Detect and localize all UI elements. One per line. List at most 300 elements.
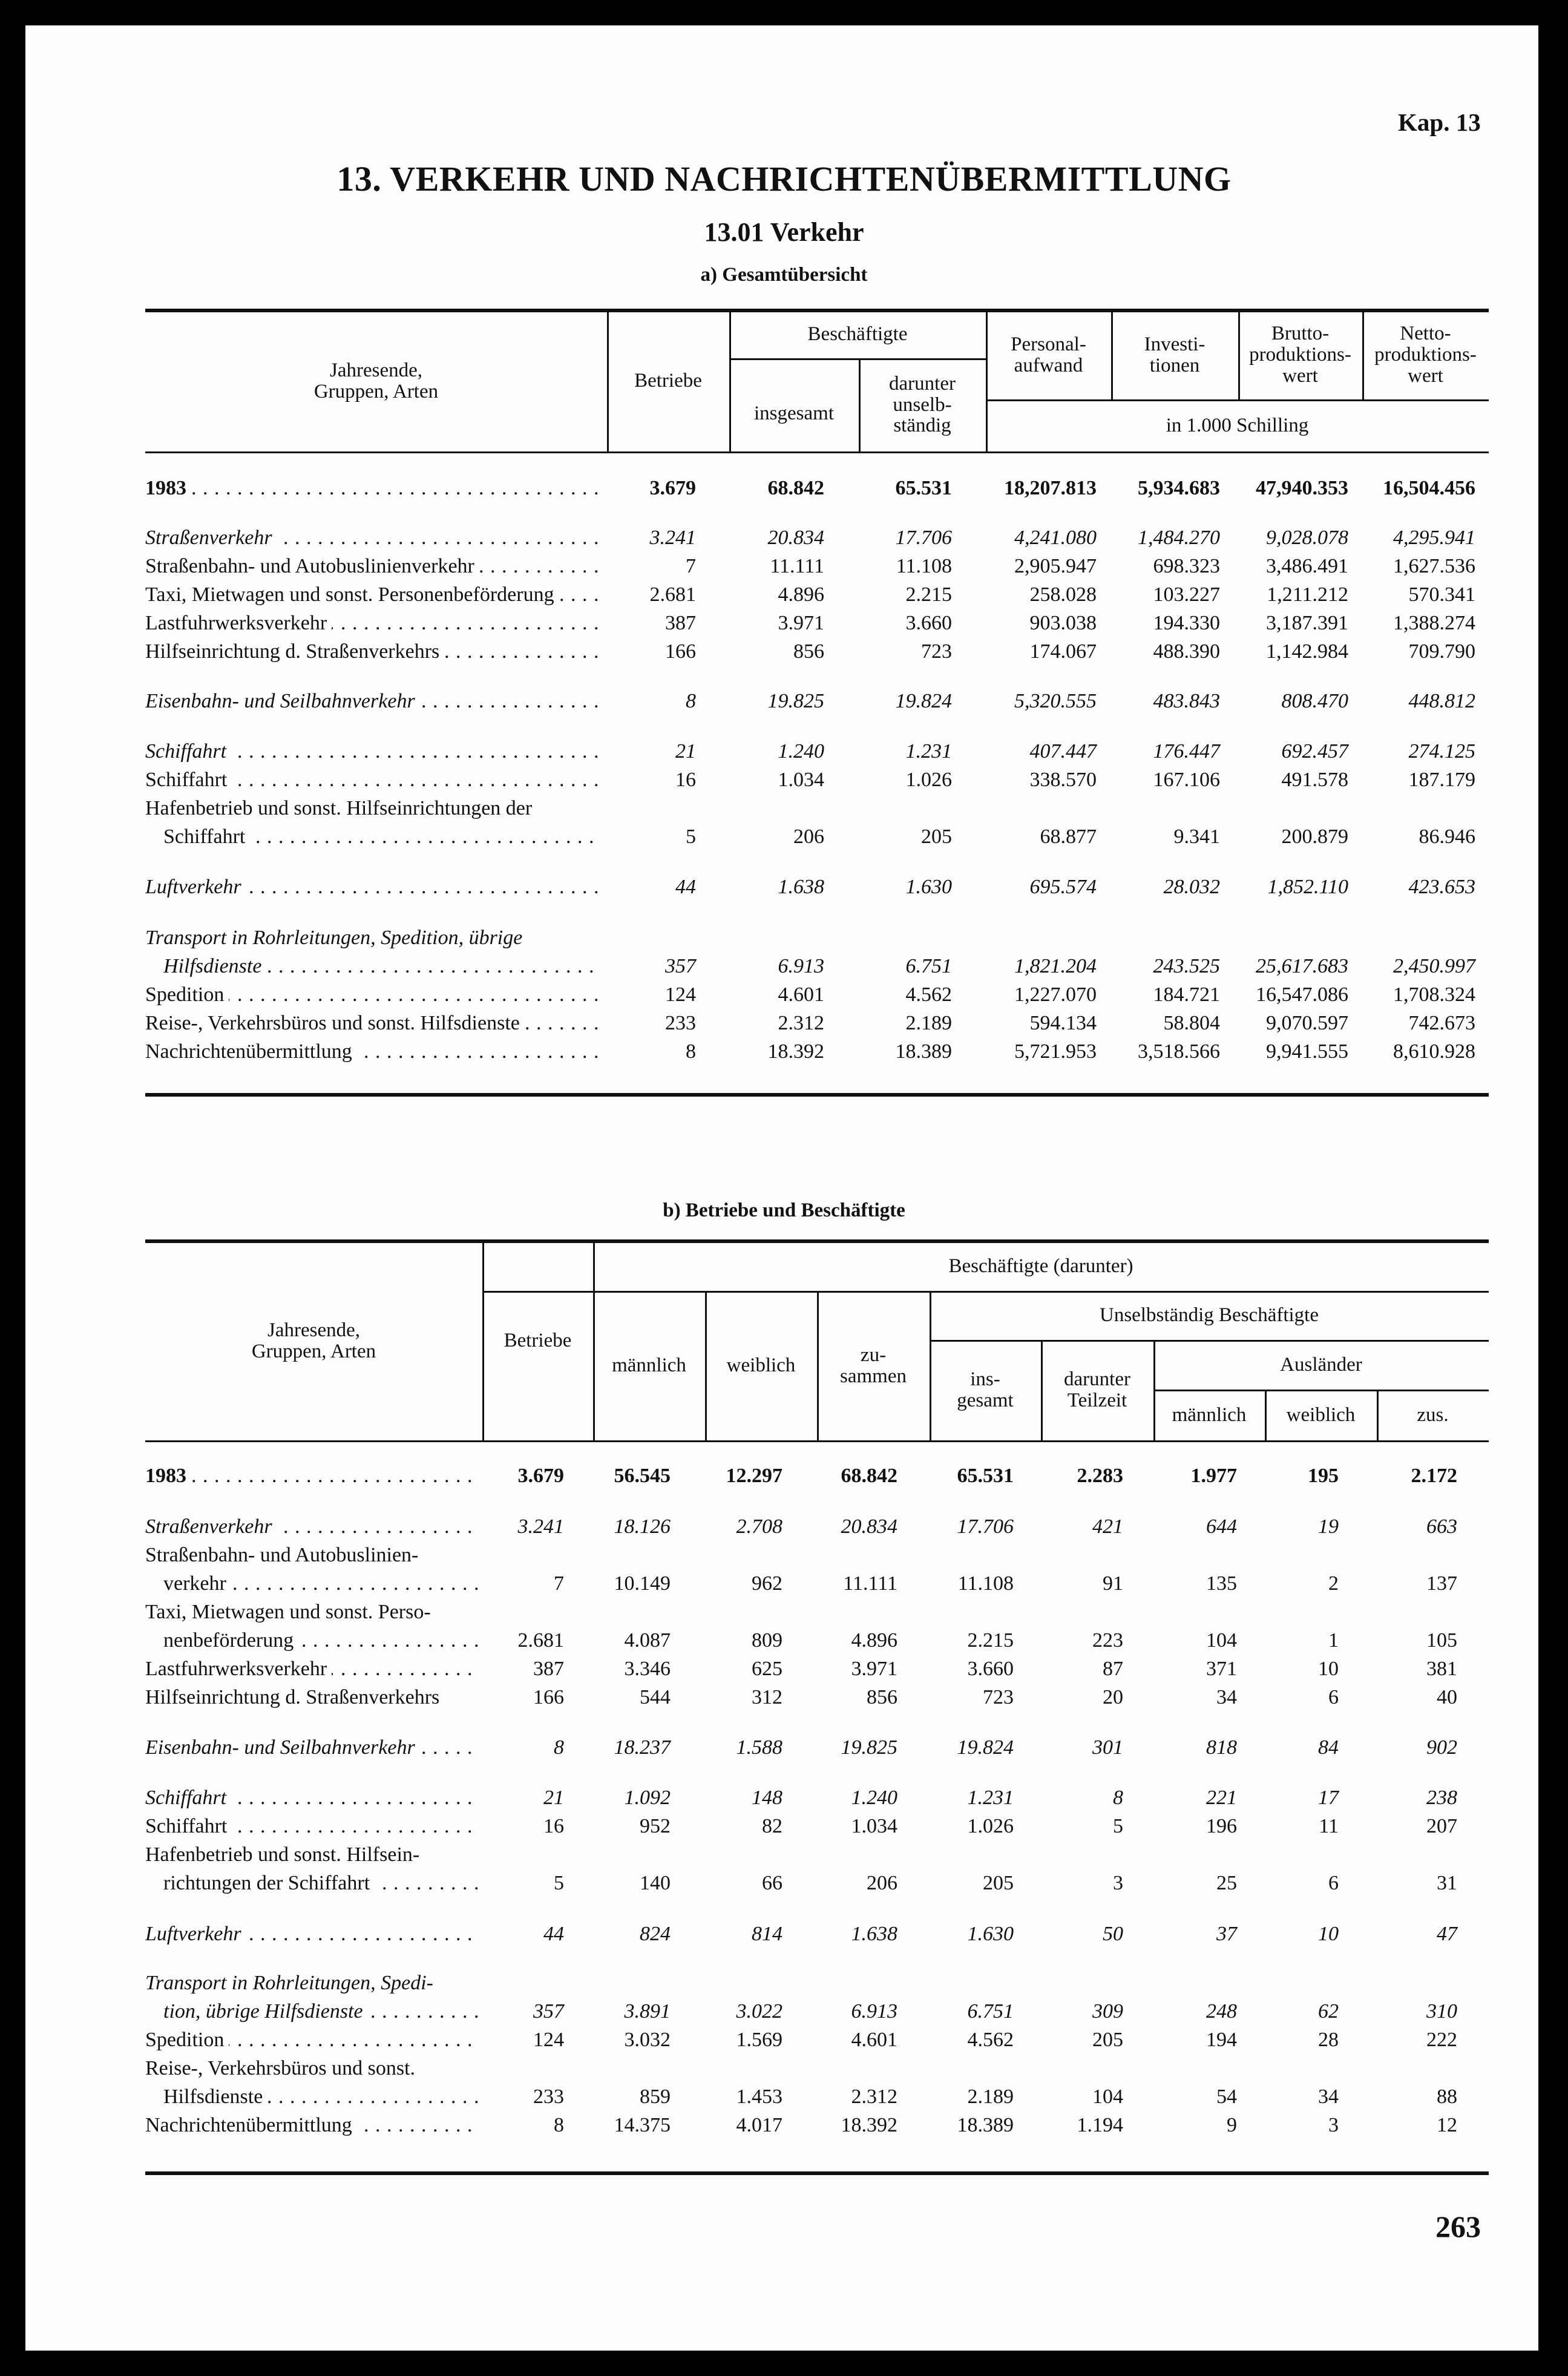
- table-a-bottom-rule: [145, 1093, 1489, 1097]
- table-cell: 3.679: [649, 477, 696, 499]
- table-cell: 18.237: [614, 1736, 671, 1759]
- table-row: [0, 2055, 1568, 2082]
- row-label: [145, 2112, 479, 2139]
- table-cell: 274.125: [1408, 740, 1475, 763]
- table-a-header-brutto: Brutto- produktions- wert: [1249, 323, 1351, 387]
- table-cell: 4.601: [778, 983, 824, 1006]
- table-cell: 2.708: [736, 1515, 782, 1538]
- table-cell: 692.457: [1281, 740, 1348, 763]
- table-row: [0, 981, 1568, 1009]
- table-cell: 50: [1103, 1923, 1123, 1945]
- table-cell: 47: [1437, 1923, 1457, 1945]
- table-a-header-betriebe: Betriebe: [634, 370, 702, 392]
- row-label: [145, 474, 599, 502]
- table-cell: 11.108: [957, 1572, 1014, 1595]
- row-label-text: Lastfuhrwerksverkehr: [145, 612, 332, 634]
- table-cell: 34: [1318, 2086, 1339, 2108]
- table-cell: 814: [752, 1923, 782, 1945]
- table-cell: 9,028.078: [1266, 527, 1348, 549]
- table-row: [0, 1998, 1568, 2026]
- table-cell: 4.017: [736, 2114, 782, 2136]
- table-a-header-unit: in 1.000 Schilling: [1166, 414, 1309, 436]
- row-label-text: Straßenverkehr: [145, 1515, 277, 1538]
- table-cell: 2: [1328, 1572, 1339, 1595]
- table-row: [0, 1841, 1568, 1869]
- table-row: [0, 1869, 1568, 1897]
- row-label-text: Transport in Rohrleitungen, Spedition, übrige: [145, 927, 527, 949]
- table-cell: 87: [1103, 1658, 1123, 1680]
- table-cell: 86.946: [1419, 825, 1475, 848]
- table-cell: 2.681: [517, 1629, 564, 1652]
- table-cell: 357: [533, 2000, 564, 2023]
- table-cell: 6.751: [967, 2000, 1014, 2023]
- table-cell: 10: [1318, 1658, 1339, 1680]
- table-cell: 381: [1426, 1658, 1457, 1680]
- table-b-header-unselbst: Unselbständig Beschäftigte: [1099, 1304, 1319, 1327]
- row-label-text: Straßenbahn- und Autobuslinien-: [145, 1544, 423, 1566]
- row-label: [145, 2055, 479, 2082]
- table-cell: 124: [665, 983, 696, 1006]
- table-cell: 818: [1206, 1736, 1237, 1759]
- table-cell: 28.032: [1163, 876, 1220, 898]
- row-label-text: nenbeförderung: [163, 1629, 298, 1652]
- table-a-header-netto: Netto- produktions- wert: [1374, 323, 1477, 387]
- table-cell: 103.227: [1153, 583, 1220, 606]
- table-cell: 19.825: [767, 690, 824, 712]
- table-cell: 19.824: [957, 1736, 1014, 1759]
- row-label-text: Straßenbahn- und Autobuslinienverkehr: [145, 555, 479, 577]
- row-label: [145, 1513, 479, 1541]
- table-cell: 723: [983, 1686, 1014, 1708]
- row-label: [145, 1920, 479, 1948]
- table-row: [0, 1627, 1568, 1655]
- table-cell: 104: [1206, 1629, 1237, 1652]
- table-row: [0, 823, 1568, 851]
- table-cell: 5,934.683: [1138, 477, 1220, 499]
- table-cell: 902: [1426, 1736, 1457, 1759]
- table-cell: 18.392: [767, 1040, 824, 1063]
- table-cell: 6: [1328, 1686, 1339, 1708]
- table-cell: 2.215: [967, 1629, 1014, 1652]
- row-label-text: Nachrichtenübermittlung: [145, 2114, 357, 2136]
- table-cell: 1,142.984: [1266, 640, 1348, 663]
- table-cell: 17: [1318, 1787, 1339, 1809]
- table-cell: 3,518.566: [1138, 1040, 1220, 1063]
- section-b-title: b) Betriebe und Beschäftigte: [663, 1199, 905, 1221]
- row-label: [163, 1998, 479, 2026]
- table-cell: 2,905.947: [1014, 555, 1097, 577]
- table-cell: 6: [1328, 1872, 1339, 1894]
- table-cell: 4.087: [624, 1629, 671, 1652]
- table-cell: 1.026: [967, 1815, 1014, 1837]
- table-cell: 859: [640, 2086, 671, 2108]
- table-a-header-group: Jahresende, Gruppen, Arten: [313, 359, 439, 402]
- table-cell: 31: [1437, 1872, 1457, 1894]
- table-cell: 856: [793, 640, 824, 663]
- table-row: [0, 1684, 1568, 1711]
- table-cell: 1: [1328, 1629, 1339, 1652]
- table-cell: 205: [1092, 2029, 1123, 2051]
- table-cell: 4.601: [851, 2029, 897, 2051]
- row-label: [145, 553, 599, 580]
- table-cell: 196: [1206, 1815, 1237, 1837]
- table-cell: 3.660: [967, 1658, 1014, 1680]
- row-label-text: Hafenbetrieb und sonst. Hilfsein-: [145, 1843, 424, 1866]
- table-cell: 8: [1113, 1787, 1123, 1809]
- row-label: [145, 1541, 479, 1569]
- table-cell: 2.283: [1077, 1465, 1123, 1487]
- table-cell: 17.706: [895, 527, 952, 549]
- table-cell: 11.108: [896, 555, 952, 577]
- table-row: [0, 1570, 1568, 1598]
- table-cell: 856: [867, 1686, 897, 1708]
- table-cell: 1.240: [851, 1787, 897, 1809]
- row-label-text: Hilfseinrichtung d. Straßenverkehrs: [145, 1686, 444, 1708]
- table-cell: 8: [554, 2114, 564, 2136]
- table-cell: 11: [1319, 1815, 1339, 1837]
- table-b-header-weiblich: weiblich: [726, 1354, 796, 1377]
- table-cell: 3,187.391: [1266, 612, 1348, 634]
- table-cell: 21: [543, 1787, 564, 1809]
- row-label: [145, 1734, 479, 1762]
- table-cell: 3.660: [905, 612, 952, 634]
- table-cell: 18.392: [841, 2114, 897, 2136]
- table-a-header-invest: Investi- tionen: [1144, 333, 1206, 376]
- table-b-header-betriebe: Betriebe: [504, 1330, 572, 1352]
- table-b-header-a-zus: zus.: [1417, 1403, 1449, 1426]
- row-label-text: Schiffahrt: [163, 825, 250, 848]
- table-row: [0, 2026, 1568, 2054]
- row-label: [145, 1655, 479, 1683]
- table-cell: 4.562: [967, 2029, 1014, 2051]
- table-cell: 625: [752, 1658, 782, 1680]
- table-cell: 187.179: [1408, 769, 1475, 791]
- table-cell: 205: [983, 1872, 1014, 1894]
- table-cell: 194: [1206, 2029, 1237, 2051]
- table-b-header-maennlich: männlich: [612, 1354, 686, 1377]
- row-label-text: Taxi, Mietwagen und sonst. Perso-: [145, 1601, 436, 1623]
- row-label-text: Luftverkehr: [145, 1923, 246, 1945]
- table-cell: 723: [921, 640, 952, 663]
- table-cell: 594.134: [1029, 1012, 1097, 1034]
- row-label: [163, 2083, 479, 2111]
- row-label: [145, 1598, 479, 1626]
- row-label: [145, 581, 599, 609]
- row-label: [145, 2026, 479, 2054]
- table-cell: 7: [686, 555, 696, 577]
- table-cell: 233: [533, 2086, 564, 2108]
- table-row: [0, 1541, 1568, 1569]
- table-cell: 40: [1437, 1686, 1457, 1708]
- row-label: [145, 738, 599, 766]
- table-cell: 2.189: [905, 1012, 952, 1034]
- table-row: [0, 524, 1568, 552]
- table-cell: 9,941.555: [1266, 1040, 1348, 1063]
- table-row: [0, 1734, 1568, 1762]
- table-cell: 18.389: [957, 2114, 1014, 2136]
- table-cell: 8: [686, 690, 696, 712]
- table-row: [0, 1598, 1568, 1626]
- table-cell: 357: [665, 955, 696, 977]
- table-cell: 1.092: [624, 1787, 671, 1809]
- table-row: [0, 953, 1568, 980]
- table-cell: 20.834: [767, 527, 824, 549]
- table-cell: 570.341: [1408, 583, 1475, 606]
- table-cell: 17.706: [957, 1515, 1014, 1538]
- table-cell: 1,708.324: [1393, 983, 1475, 1006]
- row-label: [145, 766, 599, 794]
- table-cell: 238: [1426, 1787, 1457, 1809]
- table-cell: 34: [1216, 1686, 1237, 1708]
- table-b-header-insgesamt: ins- gesamt: [957, 1368, 1014, 1411]
- table-cell: 1.630: [967, 1923, 1014, 1945]
- table-b-header-group: Jahresende, Gruppen, Arten: [251, 1319, 376, 1362]
- table-cell: 124: [533, 2029, 564, 2051]
- table-cell: 19.824: [895, 690, 952, 712]
- row-label: [145, 524, 599, 552]
- row-label-text: richtungen der Schiffahrt: [163, 1872, 375, 1894]
- table-cell: 167.106: [1153, 769, 1220, 791]
- table-cell: 16,547.086: [1256, 983, 1348, 1006]
- section-a-title: a) Gesamtübersicht: [700, 264, 868, 286]
- table-cell: 6.751: [905, 955, 952, 977]
- table-cell: 309: [1092, 2000, 1123, 2023]
- table-cell: 88: [1437, 2086, 1457, 2108]
- table-b-header-auslaender: Ausländer: [1280, 1353, 1362, 1376]
- table-cell: 44: [543, 1923, 564, 1945]
- table-cell: 206: [867, 1872, 897, 1894]
- table-cell: 1.194: [1077, 2114, 1123, 2136]
- table-cell: 5,320.555: [1014, 690, 1097, 712]
- table-cell: 2.215: [905, 583, 952, 606]
- table-cell: 1.453: [736, 2086, 782, 2108]
- table-cell: 66: [762, 1872, 782, 1894]
- table-row: [0, 2112, 1568, 2139]
- table-cell: 18.126: [614, 1515, 671, 1538]
- table-cell: 3.971: [851, 1658, 897, 1680]
- row-label: [163, 1869, 479, 1897]
- row-label-text: 1983: [145, 1465, 191, 1487]
- page-title: 13. VERKEHR UND NACHRICHTENÜBERMITTLUNG: [336, 159, 1232, 199]
- row-label-text: Hafenbetrieb und sonst. Hilfseinrichtungen der: [145, 797, 537, 819]
- table-cell: 1.630: [905, 876, 952, 898]
- table-cell: 19.825: [841, 1736, 897, 1759]
- table-cell: 1.569: [736, 2029, 782, 2051]
- table-cell: 2.189: [967, 2086, 1014, 2108]
- table-cell: 258.028: [1029, 583, 1097, 606]
- table-cell: 11.111: [770, 555, 824, 577]
- table-cell: 62: [1318, 2000, 1339, 2023]
- table-cell: 1.638: [778, 876, 824, 898]
- table-cell: 1,484.270: [1138, 527, 1220, 549]
- table-cell: 903.038: [1029, 612, 1097, 634]
- table-row: [0, 766, 1568, 794]
- row-label: [145, 1813, 479, 1840]
- table-cell: 4.896: [778, 583, 824, 606]
- table-cell: 6.913: [851, 2000, 897, 2023]
- table-cell: 301: [1092, 1736, 1123, 1759]
- table-cell: 37: [1216, 1923, 1237, 1945]
- table-cell: 2.312: [778, 1012, 824, 1034]
- table-cell: 1,227.070: [1014, 983, 1097, 1006]
- table-cell: 140: [640, 1872, 671, 1894]
- row-label-text: Hilfsdienste: [163, 955, 266, 977]
- table-cell: 54: [1216, 2086, 1237, 2108]
- table-row: [0, 638, 1568, 666]
- table-cell: 407.447: [1029, 740, 1097, 763]
- table-cell: 137: [1426, 1572, 1457, 1595]
- table-cell: 25,617.683: [1256, 955, 1348, 977]
- table-cell: 105: [1426, 1629, 1457, 1652]
- table-cell: 200.879: [1281, 825, 1348, 848]
- table-cell: 663: [1426, 1515, 1457, 1538]
- table-cell: 2.312: [851, 2086, 897, 2108]
- table-cell: 1.231: [905, 740, 952, 763]
- table-cell: 962: [752, 1572, 782, 1595]
- table-a-header-rule: [145, 451, 1489, 453]
- table-cell: 28: [1318, 2029, 1339, 2051]
- table-cell: 1,388.274: [1393, 612, 1475, 634]
- table-cell: 194.330: [1153, 612, 1220, 634]
- table-cell: 824: [640, 1923, 671, 1945]
- table-cell: 6.913: [778, 955, 824, 977]
- table-cell: 1.588: [736, 1736, 782, 1759]
- table-b-bottom-rule: [145, 2171, 1489, 2175]
- table-row: [0, 581, 1568, 609]
- table-a-header-insgesamt: insgesamt: [754, 402, 834, 424]
- table-cell: 544: [640, 1686, 671, 1708]
- table-row: [0, 2083, 1568, 2111]
- table-cell: 1.034: [778, 769, 824, 791]
- table-cell: 3.241: [649, 527, 696, 549]
- table-row: [0, 1784, 1568, 1812]
- table-cell: 488.390: [1153, 640, 1220, 663]
- table-cell: 698.323: [1153, 555, 1220, 577]
- table-cell: 84: [1318, 1736, 1339, 1759]
- row-label: [145, 609, 599, 637]
- table-cell: 1,627.536: [1393, 555, 1475, 577]
- row-label: [145, 873, 599, 901]
- table-cell: 1.240: [778, 740, 824, 763]
- table-cell: 2.172: [1411, 1465, 1457, 1487]
- table-cell: 3.241: [517, 1515, 564, 1538]
- table-cell: 11.111: [843, 1572, 897, 1595]
- table-cell: 8,610.928: [1393, 1040, 1475, 1063]
- table-cell: 10.149: [614, 1572, 671, 1595]
- row-label-text: verkehr: [163, 1572, 231, 1595]
- table-cell: 221: [1206, 1787, 1237, 1809]
- table-cell: 3: [1328, 2114, 1339, 2136]
- table-cell: 371: [1206, 1658, 1237, 1680]
- table-cell: 483.843: [1153, 690, 1220, 712]
- table-cell: 809: [752, 1629, 782, 1652]
- table-cell: 91: [1103, 1572, 1123, 1595]
- table-cell: 3.032: [624, 2029, 671, 2051]
- table-b-header-teilzeit: darunter Teilzeit: [1064, 1368, 1130, 1411]
- table-cell: 58.804: [1163, 1012, 1220, 1034]
- table-cell: 10: [1318, 1923, 1339, 1945]
- table-a-header-personal: Personal- aufwand: [1011, 333, 1086, 376]
- row-label-text: Eisenbahn- und Seilbahnverkehr: [145, 1736, 420, 1759]
- table-b-header-zusammen: zu- sammen: [840, 1344, 907, 1387]
- table-cell: 68.842: [767, 477, 824, 499]
- table-cell: 491.578: [1281, 769, 1348, 791]
- table-cell: 104: [1092, 2086, 1123, 2108]
- table-b-header-beschaeftigte: Beschäftigte (darunter): [948, 1255, 1133, 1277]
- table-cell: 9: [1227, 2114, 1237, 2136]
- table-cell: 18,207.813: [1004, 477, 1097, 499]
- row-label-text: Reise-, Verkehrsbüros und sonst. Hilfsdienste: [145, 1012, 525, 1034]
- table-row: [0, 873, 1568, 901]
- table-cell: 195: [1308, 1465, 1339, 1487]
- table-row: [0, 1513, 1568, 1541]
- row-label-text: Luftverkehr: [145, 876, 246, 898]
- table-b-header-rule: [145, 1440, 1489, 1442]
- table-cell: 310: [1426, 2000, 1457, 2023]
- table-row: [0, 553, 1568, 580]
- table-cell: 7: [554, 1572, 564, 1595]
- table-cell: 47,940.353: [1256, 477, 1348, 499]
- table-cell: 207: [1426, 1815, 1457, 1837]
- row-label: [145, 638, 599, 666]
- row-label: [163, 823, 599, 851]
- row-label: [163, 1627, 479, 1655]
- row-label: [145, 1009, 599, 1037]
- table-cell: 233: [665, 1012, 696, 1034]
- table-row: [0, 1655, 1568, 1683]
- row-label: [145, 688, 599, 715]
- row-label: [145, 795, 599, 822]
- table-cell: 18.389: [895, 1040, 952, 1063]
- table-cell: 695.574: [1029, 876, 1097, 898]
- table-cell: 82: [762, 1815, 782, 1837]
- table-row: [0, 1920, 1568, 1948]
- row-label: [145, 1969, 479, 1997]
- table-cell: 9.341: [1173, 825, 1220, 848]
- page-subtitle: 13.01 Verkehr: [704, 217, 864, 247]
- table-b-header-a-weiblich: weiblich: [1286, 1403, 1356, 1426]
- row-label-text: Lastfuhrwerksverkehr: [145, 1658, 332, 1680]
- table-cell: 14.375: [614, 2114, 671, 2136]
- table-cell: 3.022: [736, 2000, 782, 2023]
- table-row: [0, 474, 1568, 502]
- table-cell: 12: [1437, 2114, 1457, 2136]
- row-label-text: Schiffahrt: [145, 740, 231, 763]
- table-row: [0, 795, 1568, 822]
- row-label-text: Spedition: [145, 983, 229, 1006]
- table-cell: 20: [1103, 1686, 1123, 1708]
- table-cell: 423.653: [1408, 876, 1475, 898]
- table-cell: 3.971: [778, 612, 824, 634]
- table-cell: 3.679: [517, 1465, 564, 1487]
- table-row: [0, 1969, 1568, 1997]
- table-row: [0, 1009, 1568, 1037]
- row-label-text: Reise-, Verkehrsbüros und sonst.: [145, 2057, 420, 2079]
- table-cell: 644: [1206, 1515, 1237, 1538]
- row-label-text: Eisenbahn- und Seilbahnverkehr: [145, 690, 420, 712]
- table-cell: 338.570: [1029, 769, 1097, 791]
- row-label: [145, 1038, 599, 1066]
- row-label-text: Schiffahrt: [145, 1815, 232, 1837]
- table-cell: 387: [533, 1658, 564, 1680]
- table-cell: 4.896: [851, 1629, 897, 1652]
- table-cell: 421: [1092, 1515, 1123, 1538]
- table-cell: 4,241.080: [1014, 527, 1097, 549]
- table-cell: 312: [752, 1686, 782, 1708]
- table-cell: 4,295.941: [1393, 527, 1475, 549]
- table-cell: 20.834: [841, 1515, 897, 1538]
- table-cell: 5: [686, 825, 696, 848]
